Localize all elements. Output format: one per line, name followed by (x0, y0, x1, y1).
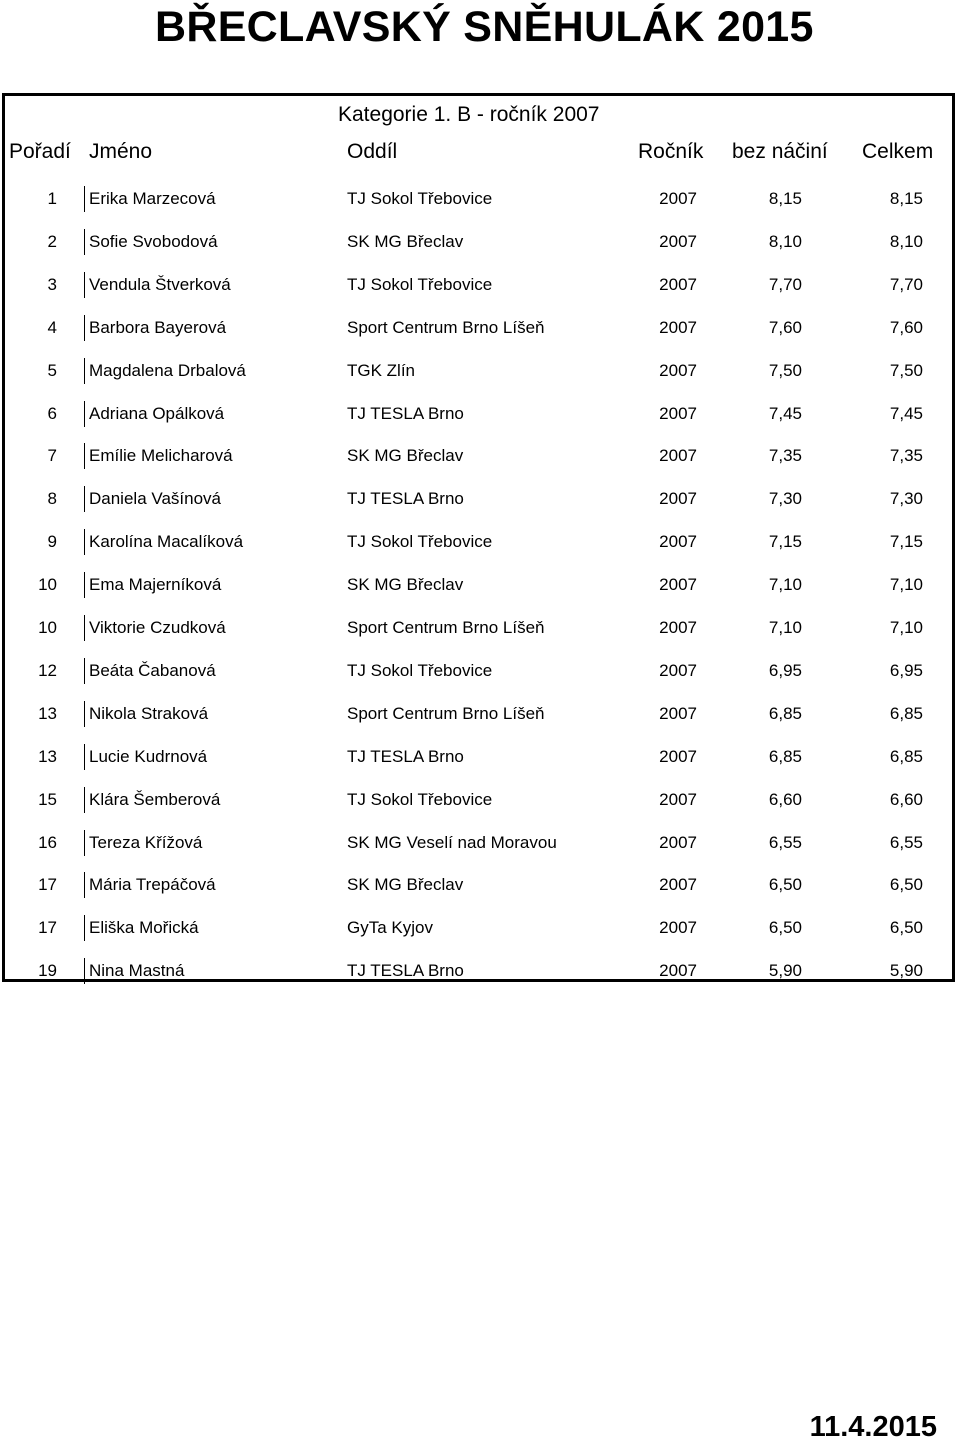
cell-total: 7,50 (889, 361, 923, 380)
cell-year: 2007 (659, 661, 697, 680)
cell-total: 6,60 (889, 790, 923, 809)
header-score: bez náčiní (732, 140, 828, 163)
column-divider (84, 915, 85, 941)
cell-club: Sport Centrum Brno Líšeň (347, 618, 545, 637)
cell-club: GyTa Kyjov (347, 918, 433, 937)
cell-club: TJ TESLA Brno (347, 961, 464, 980)
cell-year: 2007 (659, 446, 697, 465)
cell-rank: 10 (38, 618, 57, 637)
cell-total: 5,90 (889, 961, 923, 980)
cell-year: 2007 (659, 232, 697, 251)
table-header (5, 139, 952, 165)
cell-name: Mária Trepáčová (89, 875, 216, 894)
cell-total: 7,10 (889, 575, 923, 594)
cell-rank: 13 (38, 704, 57, 723)
cell-name: Beáta Čabanová (89, 661, 216, 680)
column-divider (84, 744, 85, 770)
table-row (5, 186, 952, 212)
cell-score: 6,85 (768, 747, 802, 766)
cell-year: 2007 (659, 747, 697, 766)
column-divider (84, 443, 85, 469)
table-row (5, 830, 952, 856)
header-rank: Pořadí (9, 140, 71, 163)
column-divider (84, 615, 85, 641)
column-divider (84, 830, 85, 856)
cell-score: 7,70 (768, 275, 802, 294)
cell-score: 8,15 (768, 189, 802, 208)
table-row (5, 529, 952, 555)
cell-club: TJ Sokol Třebovice (347, 790, 493, 809)
cell-rank: 3 (47, 275, 57, 294)
column-divider (84, 272, 85, 298)
cell-total: 6,85 (889, 704, 923, 723)
cell-total: 8,15 (889, 189, 923, 208)
cell-rank: 7 (47, 446, 57, 465)
column-divider (84, 701, 85, 727)
column-divider (84, 486, 85, 512)
document-title: BŘECLAVSKÝ SNĚHULÁK 2015 (155, 3, 814, 51)
column-divider (84, 315, 85, 341)
cell-total: 6,55 (889, 833, 923, 852)
cell-total: 7,30 (889, 489, 923, 508)
cell-total: 7,10 (889, 618, 923, 637)
table-row (5, 744, 952, 770)
cell-club: SK MG Břeclav (347, 875, 464, 894)
cell-club: TJ Sokol Třebovice (347, 275, 493, 294)
cell-club: SK MG Veselí nad Moravou (347, 833, 557, 852)
cell-rank: 19 (38, 961, 57, 980)
table-row (5, 358, 952, 384)
table-row (5, 915, 952, 941)
header-name: Jméno (89, 140, 153, 163)
cell-name: Klára Šemberová (89, 790, 221, 809)
table-row (5, 701, 952, 727)
cell-total: 6,50 (889, 875, 923, 894)
cell-name: Eliška Mořická (89, 918, 199, 937)
cell-score: 7,60 (768, 318, 802, 337)
category-title: Kategorie 1. B - ročník 2007 (338, 103, 600, 126)
header-total: Celkem (862, 140, 934, 163)
cell-score: 6,50 (768, 875, 802, 894)
cell-rank: 12 (38, 661, 57, 680)
table-row (5, 229, 952, 255)
cell-rank: 17 (38, 875, 57, 894)
cell-name: Erika Marzecová (89, 189, 216, 208)
cell-total: 7,15 (889, 532, 923, 551)
cell-rank: 4 (47, 318, 57, 337)
column-divider (84, 658, 85, 684)
cell-name: Viktorie Czudková (89, 618, 226, 637)
cell-year: 2007 (659, 275, 697, 294)
cell-club: TJ TESLA Brno (347, 747, 464, 766)
cell-year: 2007 (659, 575, 697, 594)
cell-score: 6,95 (768, 661, 802, 680)
cell-name: Nina Mastná (89, 961, 185, 980)
cell-total: 7,60 (889, 318, 923, 337)
cell-score: 7,10 (768, 575, 802, 594)
cell-club: SK MG Břeclav (347, 575, 464, 594)
cell-score: 6,85 (768, 704, 802, 723)
table-row (5, 486, 952, 512)
table-row (5, 958, 952, 984)
cell-club: TJ TESLA Brno (347, 489, 464, 508)
cell-club: Sport Centrum Brno Líšeň (347, 704, 545, 723)
cell-club: TJ TESLA Brno (347, 404, 464, 423)
cell-total: 7,70 (889, 275, 923, 294)
cell-score: 7,35 (768, 446, 802, 465)
table-row (5, 572, 952, 598)
cell-rank: 13 (38, 747, 57, 766)
cell-score: 5,90 (768, 961, 802, 980)
cell-total: 8,10 (889, 232, 923, 251)
cell-year: 2007 (659, 489, 697, 508)
cell-year: 2007 (659, 532, 697, 551)
table-row (5, 315, 952, 341)
cell-name: Magdalena Drbalová (89, 361, 246, 380)
cell-rank: 2 (47, 232, 57, 251)
cell-rank: 17 (38, 918, 57, 937)
column-divider (84, 229, 85, 255)
cell-club: TGK Zlín (347, 361, 416, 380)
cell-score: 6,60 (768, 790, 802, 809)
cell-rank: 15 (38, 790, 57, 809)
cell-name: Emílie Melicharová (89, 446, 233, 465)
cell-score: 7,45 (768, 404, 802, 423)
cell-score: 6,55 (768, 833, 802, 852)
document-date: 11.4.2015 (809, 1411, 937, 1443)
cell-name: Ema Majerníková (89, 575, 222, 594)
cell-score: 7,30 (768, 489, 802, 508)
table-row (5, 787, 952, 813)
cell-total: 6,50 (889, 918, 923, 937)
cell-year: 2007 (659, 361, 697, 380)
cell-name: Lucie Kudrnová (89, 747, 208, 766)
cell-total: 7,35 (889, 446, 923, 465)
column-divider (84, 358, 85, 384)
cell-score: 7,10 (768, 618, 802, 637)
cell-year: 2007 (659, 189, 697, 208)
column-divider (84, 787, 85, 813)
cell-club: TJ Sokol Třebovice (347, 532, 493, 551)
cell-score: 7,50 (768, 361, 802, 380)
column-divider (84, 572, 85, 598)
header-club: Oddíl (347, 140, 398, 163)
cell-name: Nikola Straková (89, 704, 209, 723)
cell-rank: 10 (38, 575, 57, 594)
column-divider (84, 186, 85, 212)
header-year: Ročník (638, 140, 704, 163)
cell-score: 8,10 (768, 232, 802, 251)
cell-rank: 16 (38, 833, 57, 852)
cell-name: Karolína Macalíková (89, 532, 244, 551)
column-divider (84, 958, 85, 984)
cell-club: Sport Centrum Brno Líšeň (347, 318, 545, 337)
cell-name: Tereza Křížová (89, 833, 203, 852)
cell-rank: 1 (47, 189, 57, 208)
cell-year: 2007 (659, 404, 697, 423)
cell-rank: 5 (47, 361, 57, 380)
cell-score: 7,15 (768, 532, 802, 551)
column-divider (84, 529, 85, 555)
cell-total: 6,85 (889, 747, 923, 766)
cell-name: Daniela Vašínová (89, 489, 221, 508)
table-row (5, 401, 952, 427)
table-row (5, 658, 952, 684)
table-row (5, 443, 952, 469)
cell-rank: 9 (47, 532, 57, 551)
table-row (5, 872, 952, 898)
table-row (5, 272, 952, 298)
cell-club: TJ Sokol Třebovice (347, 661, 493, 680)
column-divider (84, 872, 85, 898)
cell-club: SK MG Břeclav (347, 232, 464, 251)
table-row (5, 615, 952, 641)
cell-year: 2007 (659, 790, 697, 809)
cell-name: Vendula Štverková (89, 275, 231, 294)
cell-year: 2007 (659, 618, 697, 637)
cell-name: Barbora Bayerová (89, 318, 227, 337)
cell-year: 2007 (659, 875, 697, 894)
cell-year: 2007 (659, 704, 697, 723)
cell-rank: 8 (47, 489, 57, 508)
cell-rank: 6 (47, 404, 57, 423)
cell-club: TJ Sokol Třebovice (347, 189, 493, 208)
cell-name: Adriana Opálková (89, 404, 225, 423)
column-divider (84, 401, 85, 427)
cell-year: 2007 (659, 318, 697, 337)
cell-total: 6,95 (889, 661, 923, 680)
cell-year: 2007 (659, 918, 697, 937)
cell-total: 7,45 (889, 404, 923, 423)
cell-name: Sofie Svobodová (89, 232, 218, 251)
cell-club: SK MG Břeclav (347, 446, 464, 465)
cell-year: 2007 (659, 833, 697, 852)
cell-score: 6,50 (768, 918, 802, 937)
cell-year: 2007 (659, 961, 697, 980)
